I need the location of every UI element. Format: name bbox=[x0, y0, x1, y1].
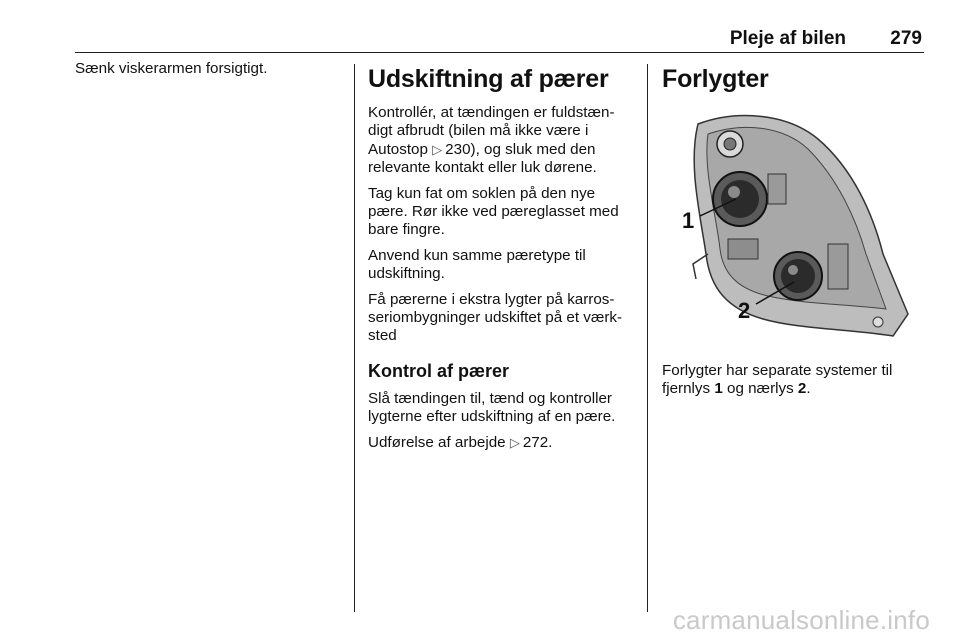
column-divider-1 bbox=[354, 64, 355, 612]
paragraph-handle-bulb: Tag kun fat om soklen på den nye pære. Rør ikke ved pæreglasset med bare fingre. bbox=[368, 184, 619, 239]
paragraph-text: ), og sluk med den relevante kontakt eller luk dørene. bbox=[368, 140, 597, 177]
bulb-check-heading: Kontrol af pærer bbox=[368, 360, 510, 381]
page-reference-arrow-icon: ▷ bbox=[509, 434, 520, 450]
paragraph-text: Kontrollér, at tændingen er fuldstæn‑ digt afbrudt (bilen må ikke være i Autostop bbox=[368, 104, 615, 158]
column-2 bbox=[368, 60, 636, 459]
headlamp-caption bbox=[662, 362, 924, 399]
paragraph-text: Udførelse af arbejde bbox=[368, 433, 510, 451]
section-title: Pleje af bilen bbox=[729, 28, 846, 49]
page-header bbox=[75, 26, 924, 53]
headlamp-drawing bbox=[668, 104, 918, 344]
paragraph-work-reference bbox=[368, 434, 636, 452]
column-divider-2 bbox=[647, 64, 648, 612]
callout-1: 1 bbox=[682, 208, 695, 233]
paragraph-text: . bbox=[548, 433, 553, 451]
callout-2: 2 bbox=[738, 298, 751, 323]
page-reference[interactable]: 230 bbox=[445, 140, 471, 158]
column-3 bbox=[662, 60, 924, 406]
paragraph-workshop: Få pærerne i ekstra lygter på karros‑ seriombygninger udskiftet på et værk‑ sted bbox=[368, 290, 623, 345]
page-number: 279 bbox=[890, 28, 922, 49]
caption-text: Forlygter har separate systemer til fjernlys bbox=[662, 362, 893, 398]
caption-number-1: 1 bbox=[714, 380, 723, 398]
caption-number-2: 2 bbox=[797, 380, 807, 398]
page-reference[interactable]: 272 bbox=[522, 433, 549, 451]
bulb-replacement-heading: Udskiftning af pærer bbox=[368, 65, 609, 93]
paragraph-same-type: Anvend kun samme pæretype til udskiftning. bbox=[368, 246, 586, 283]
column-1 bbox=[75, 60, 345, 85]
site-watermark: carmanualsonline.info bbox=[672, 605, 930, 635]
paragraph-ignition-off bbox=[368, 104, 636, 178]
headlamp-illustration bbox=[668, 104, 918, 344]
paragraph-check-lights: Slå tændingen til, tænd og kontroller lygterne efter udskiftning af en pære. bbox=[368, 389, 616, 426]
caption-text: og nærlys bbox=[722, 380, 798, 398]
caption-text: . bbox=[806, 380, 811, 398]
page-reference-arrow-icon: ▷ bbox=[432, 141, 443, 157]
headlamps-heading: Forlygter bbox=[662, 65, 769, 93]
wiper-instruction: Sænk viskerarmen forsigtigt. bbox=[75, 60, 268, 77]
